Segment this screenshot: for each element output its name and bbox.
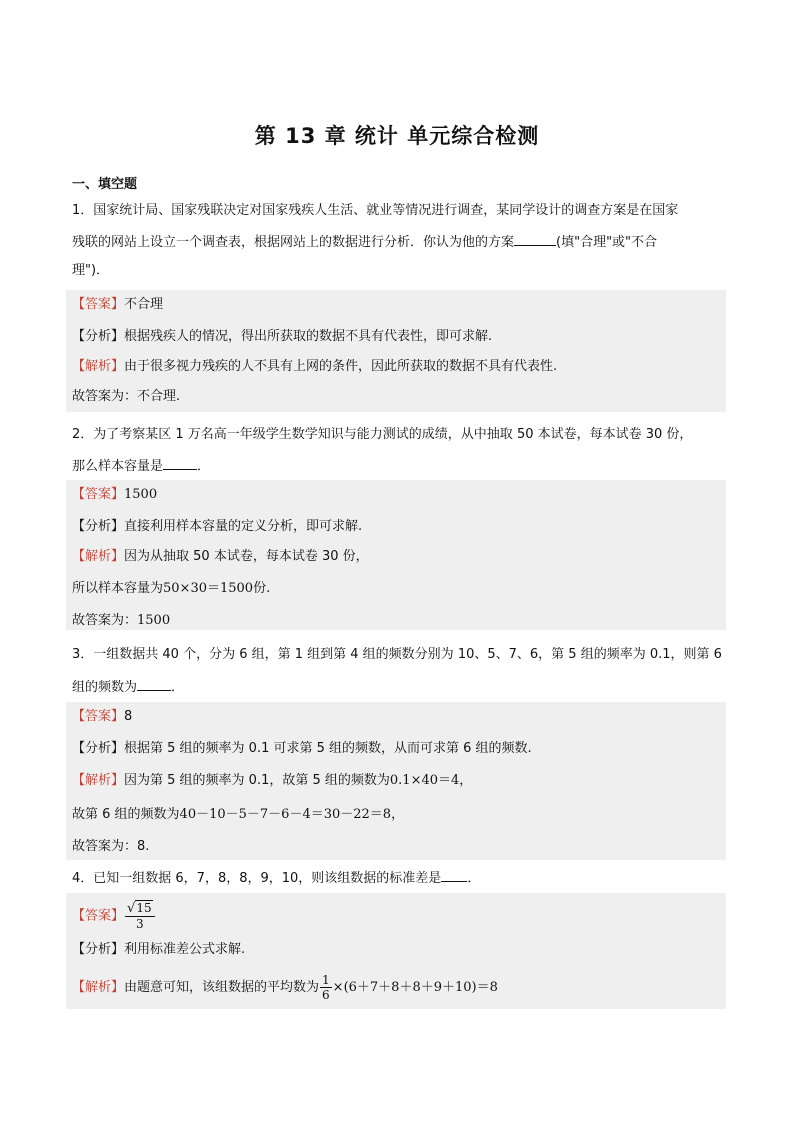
page-title: 第 13 章 统计 单元综合检测	[254, 124, 540, 148]
q2-text-part: 所以样本容量为	[72, 581, 164, 596]
sqrt-symbol: √15	[127, 901, 152, 916]
q4-analysis: 利用标准差公式求解.	[124, 942, 246, 957]
q2-solution: 因为从抽取 50 本试卷，每本试卷 30 份，	[124, 549, 369, 564]
q2-conclusion-label: 故答案为：	[72, 613, 138, 628]
q3-answer-blank	[137, 677, 171, 691]
q2-answer-row	[72, 486, 157, 504]
q2-text-part: 那么样本容量是	[72, 459, 164, 474]
q3-text-part: ，	[391, 807, 405, 822]
q4-frac-denominator: 6	[322, 988, 330, 1002]
analysis-label: 【分析】	[72, 942, 125, 957]
q1-analysis: 根据残疾人的情况，得出所获取的数据不具有代表性，即可求解.	[124, 329, 493, 344]
q3-text-part: 故第 6 组的频数为	[72, 807, 180, 822]
q4-answer-denominator: 3	[135, 917, 144, 931]
q3-text-part: ．	[171, 680, 185, 695]
q4-text-part: ．	[467, 871, 481, 886]
solution-label: 【解析】	[72, 980, 125, 995]
solution-label: 【解析】	[72, 773, 125, 788]
answer-label: 【答案】	[72, 487, 125, 502]
q2-solution-row-2	[72, 580, 270, 598]
q3-analysis: 根据第 5 组的频率为 0.1 可求第 5 组的频数，从而可求第 6 组的频数.	[124, 741, 532, 756]
q4-analysis-row	[72, 941, 245, 959]
q3-answer-row	[72, 708, 132, 726]
q1-conclusion: 故答案为：不合理.	[72, 389, 181, 404]
q1-answer: 不合理	[124, 297, 164, 312]
q2-text-part: 份.	[253, 581, 271, 596]
q4-solution-row	[72, 973, 498, 1002]
analysis-label: 【分析】	[72, 519, 125, 534]
answer-label: 【答案】	[72, 908, 125, 924]
q1-text-line-2	[72, 232, 657, 252]
q2-text-part: ．	[197, 459, 211, 474]
q4-mean-fraction	[320, 973, 332, 1002]
q1-text-part: (填"合理"或"不合	[556, 235, 658, 250]
q1-answer-blank	[514, 232, 556, 246]
q2-text-line-2	[72, 456, 210, 476]
answer-label: 【答案】	[72, 297, 125, 312]
q3-solution-row	[72, 772, 472, 790]
analysis-label: 【分析】	[72, 329, 125, 344]
q3-solution-row-2	[72, 806, 404, 824]
q1-answer-row	[72, 296, 163, 314]
q1-solution-row	[72, 358, 557, 376]
q4-text-line-1	[72, 868, 480, 888]
q2-conclusion	[72, 612, 170, 630]
q4-answer-blank	[441, 868, 467, 882]
q2-answer: 1500	[124, 487, 158, 502]
q3-analysis-row	[72, 740, 532, 758]
q2-solution-box	[66, 480, 726, 630]
q3-answer: 8	[124, 709, 133, 724]
section-heading: 一、填空题	[72, 177, 138, 192]
q4-answer-numerator	[125, 901, 155, 917]
q1-text-part: 残联的网站上设立一个调查表，根据网站上的数据进行分析．你认为他的方案	[72, 235, 515, 250]
q4-answer-row	[72, 901, 156, 931]
solution-label: 【解析】	[72, 359, 125, 374]
q2-solution-row	[72, 548, 369, 566]
q4-frac-numerator: 1	[322, 973, 330, 987]
q3-equation-2: 40－10－5－7－6－4＝30－22＝8	[179, 807, 392, 822]
q3-conclusion: 故答案为：8.	[72, 839, 150, 854]
q4-solution-box	[66, 893, 726, 1009]
q4-equation: ×(6＋7＋8＋8＋9＋10)＝8	[332, 980, 498, 995]
q3-text-line-1: 3．一组数据共 40 个，分为 6 组，第 1 组到第 4 组的频数分别为 10、5、7、6，第 5 组的频率为 0.1，则第 6	[72, 647, 722, 662]
q4-answer-fraction	[125, 901, 155, 931]
q2-analysis: 直接利用样本容量的定义分析，即可求解.	[124, 519, 363, 534]
analysis-label: 【分析】	[72, 741, 125, 756]
q1-analysis-row	[72, 328, 492, 346]
q3-text-line-2	[72, 677, 184, 697]
q1-solution-box	[66, 290, 726, 412]
q2-text-line-1: 2．为了考察某区 1 万名高一年级学生数学知识与能力测试的成绩，从中抽取 50 本试卷，每本试卷 30 份，	[72, 427, 693, 442]
q3-solution: 因为第 5 组的频率为 0.1，故第 5 组的频数为	[124, 773, 390, 788]
q2-equation: 50×30＝1500	[163, 581, 254, 596]
solution-label: 【解析】	[72, 549, 125, 564]
q4-text-part: 4．已知一组数据 6，7，8，8，9，10，则该组数据的标准差是	[72, 871, 442, 886]
q3-text-part: 组的频数为	[72, 680, 138, 695]
q4-radicand: 15	[136, 901, 152, 915]
q1-solution: 由于很多视力残疾的人不具有上网的条件，因此所获取的数据不具有代表性.	[124, 359, 558, 374]
q2-conclusion-value: 1500	[137, 613, 171, 628]
q2-answer-blank	[163, 456, 197, 470]
q1-text-line-3: 理")．	[72, 263, 110, 278]
q3-solution-box	[66, 702, 726, 860]
q4-solution: 由题意可知，该组数据的平均数为	[124, 980, 320, 995]
q3-text-part: ，	[459, 773, 473, 788]
q2-analysis-row	[72, 518, 362, 536]
q3-equation: 0.1×40＝4	[389, 773, 460, 788]
answer-label: 【答案】	[72, 709, 125, 724]
q1-text-line-1: 1．国家统计局、国家残联决定对国家残疾人生活、就业等情况进行调查，某同学设计的调查方案是在国家	[72, 203, 679, 218]
